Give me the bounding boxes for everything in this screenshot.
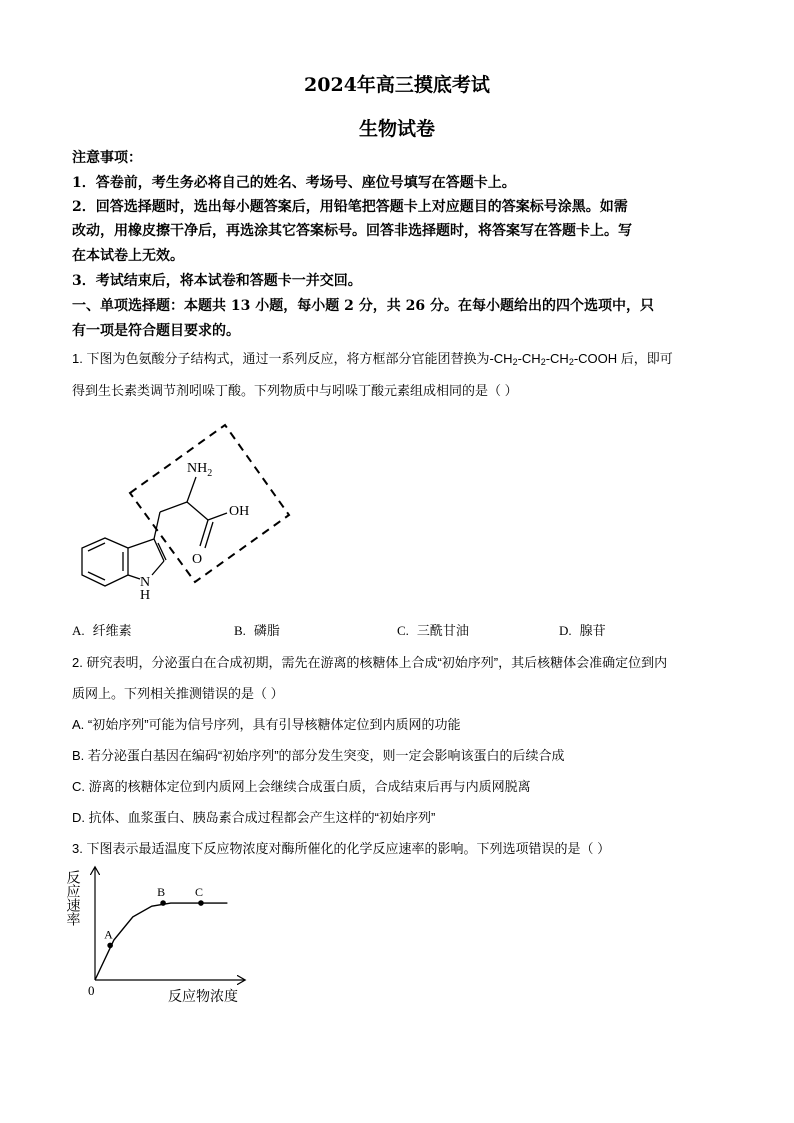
q2-option-c: C. 游离的核糖体定位到内质网上会继续合成蛋白质，合成结束后再与内质网脱离 bbox=[72, 779, 531, 794]
q2-option-d: D. 抗体、血浆蛋白、胰岛素合成过程都会产生这样的“初始序列” bbox=[72, 810, 436, 825]
q2-option-b: B. 若分泌蛋白基因在编码“初始序列”的部分发生突变，则一定会影响该蛋白的后续合成 bbox=[72, 748, 565, 763]
notice-heading: 注意事项： bbox=[72, 150, 142, 166]
exam-subject: 生物试卷 bbox=[358, 118, 435, 140]
point-a bbox=[107, 943, 113, 949]
q1-option-b: B. 磷脂 bbox=[234, 623, 280, 638]
q1-option-d: D. 腺苷 bbox=[559, 623, 606, 638]
oh-label: OH bbox=[229, 504, 250, 519]
x-axis-label: 反应物浓度 bbox=[168, 990, 238, 1005]
q1-stem-line2: 得到生长素类调节剂吲哚丁酸。下列物质中与吲哚丁酸元素组成相同的是（ ） bbox=[72, 383, 518, 398]
point-b bbox=[160, 900, 166, 906]
point-label-b: B bbox=[157, 885, 166, 900]
nh2-label: $NH_2$ bbox=[187, 461, 213, 479]
tryptophan-structure bbox=[60, 415, 310, 610]
dashed-box bbox=[130, 425, 289, 582]
notice-item-2-cont: 改动，用橡皮擦干净后，再选涂其它答案标号。回答非选择题时，将答案写在答题卡上。写 bbox=[72, 223, 632, 239]
notice-item-2-end: 在本试卷上无效。 bbox=[72, 248, 184, 264]
point-label-c: C bbox=[194, 885, 203, 900]
o-label: O bbox=[192, 552, 203, 567]
h-label: H bbox=[140, 588, 151, 603]
q3-stem: 3. 下图表示最适温度下反应物浓度对酶所催化的化学反应速率的影响。下列选项错误的是（ ） bbox=[72, 841, 611, 856]
point-label-a: A bbox=[104, 927, 113, 942]
rate-curve bbox=[95, 903, 227, 980]
q2-option-a: A. “初始序列”可能为信号序列，具有引导核糖体定位到内质网的功能 bbox=[72, 717, 461, 732]
n-label: N bbox=[140, 575, 151, 590]
q1-option-a: A. 纤维素 bbox=[72, 623, 132, 638]
reaction-rate-chart bbox=[60, 860, 260, 1010]
origin-label: 0 bbox=[88, 983, 95, 998]
q2-stem-line1: 2. 研究表明，分泌蛋白在合成初期，需先在游离的核糖体上合成“初始序列”，其后核糖体会准确定位到内 bbox=[72, 655, 668, 670]
notice-item-1: 1．答卷前，考生务必将自己的姓名、考场号、座位号填写在答题卡上。 bbox=[72, 175, 516, 191]
q1-stem-line1: 1. 下图为色氨酸分子结构式，通过一系列反应，将方框部分官能团替换为$-CH_2-CH_2-CH_2$-COOH 后，即可 bbox=[72, 351, 673, 367]
section-heading: 一、单项选择题：本题共 13 小题，每小题 2 分，共 26 分。在每小题给出的四个选项中，只 bbox=[72, 298, 654, 314]
y-axis-label: 反应速率 bbox=[64, 870, 80, 926]
exam-title: 2024年高三摸底考试 bbox=[304, 74, 490, 96]
q2-stem-line2: 质网上。下列相关推测错误的是（ ） bbox=[72, 686, 284, 701]
q1-option-c: C. 三酰甘油 bbox=[397, 623, 469, 638]
point-c bbox=[198, 900, 204, 906]
indole-ring bbox=[82, 477, 227, 586]
section-heading-cont: 有一项是符合题目要求的。 bbox=[72, 323, 240, 339]
notice-item-3: 3．考试结束后，将本试卷和答题卡一并交回。 bbox=[72, 273, 362, 289]
notice-item-2: 2．回答选择题时，选出每小题答案后，用铅笔把答题卡上对应题目的答案标号涂黑。如需 bbox=[72, 199, 628, 215]
